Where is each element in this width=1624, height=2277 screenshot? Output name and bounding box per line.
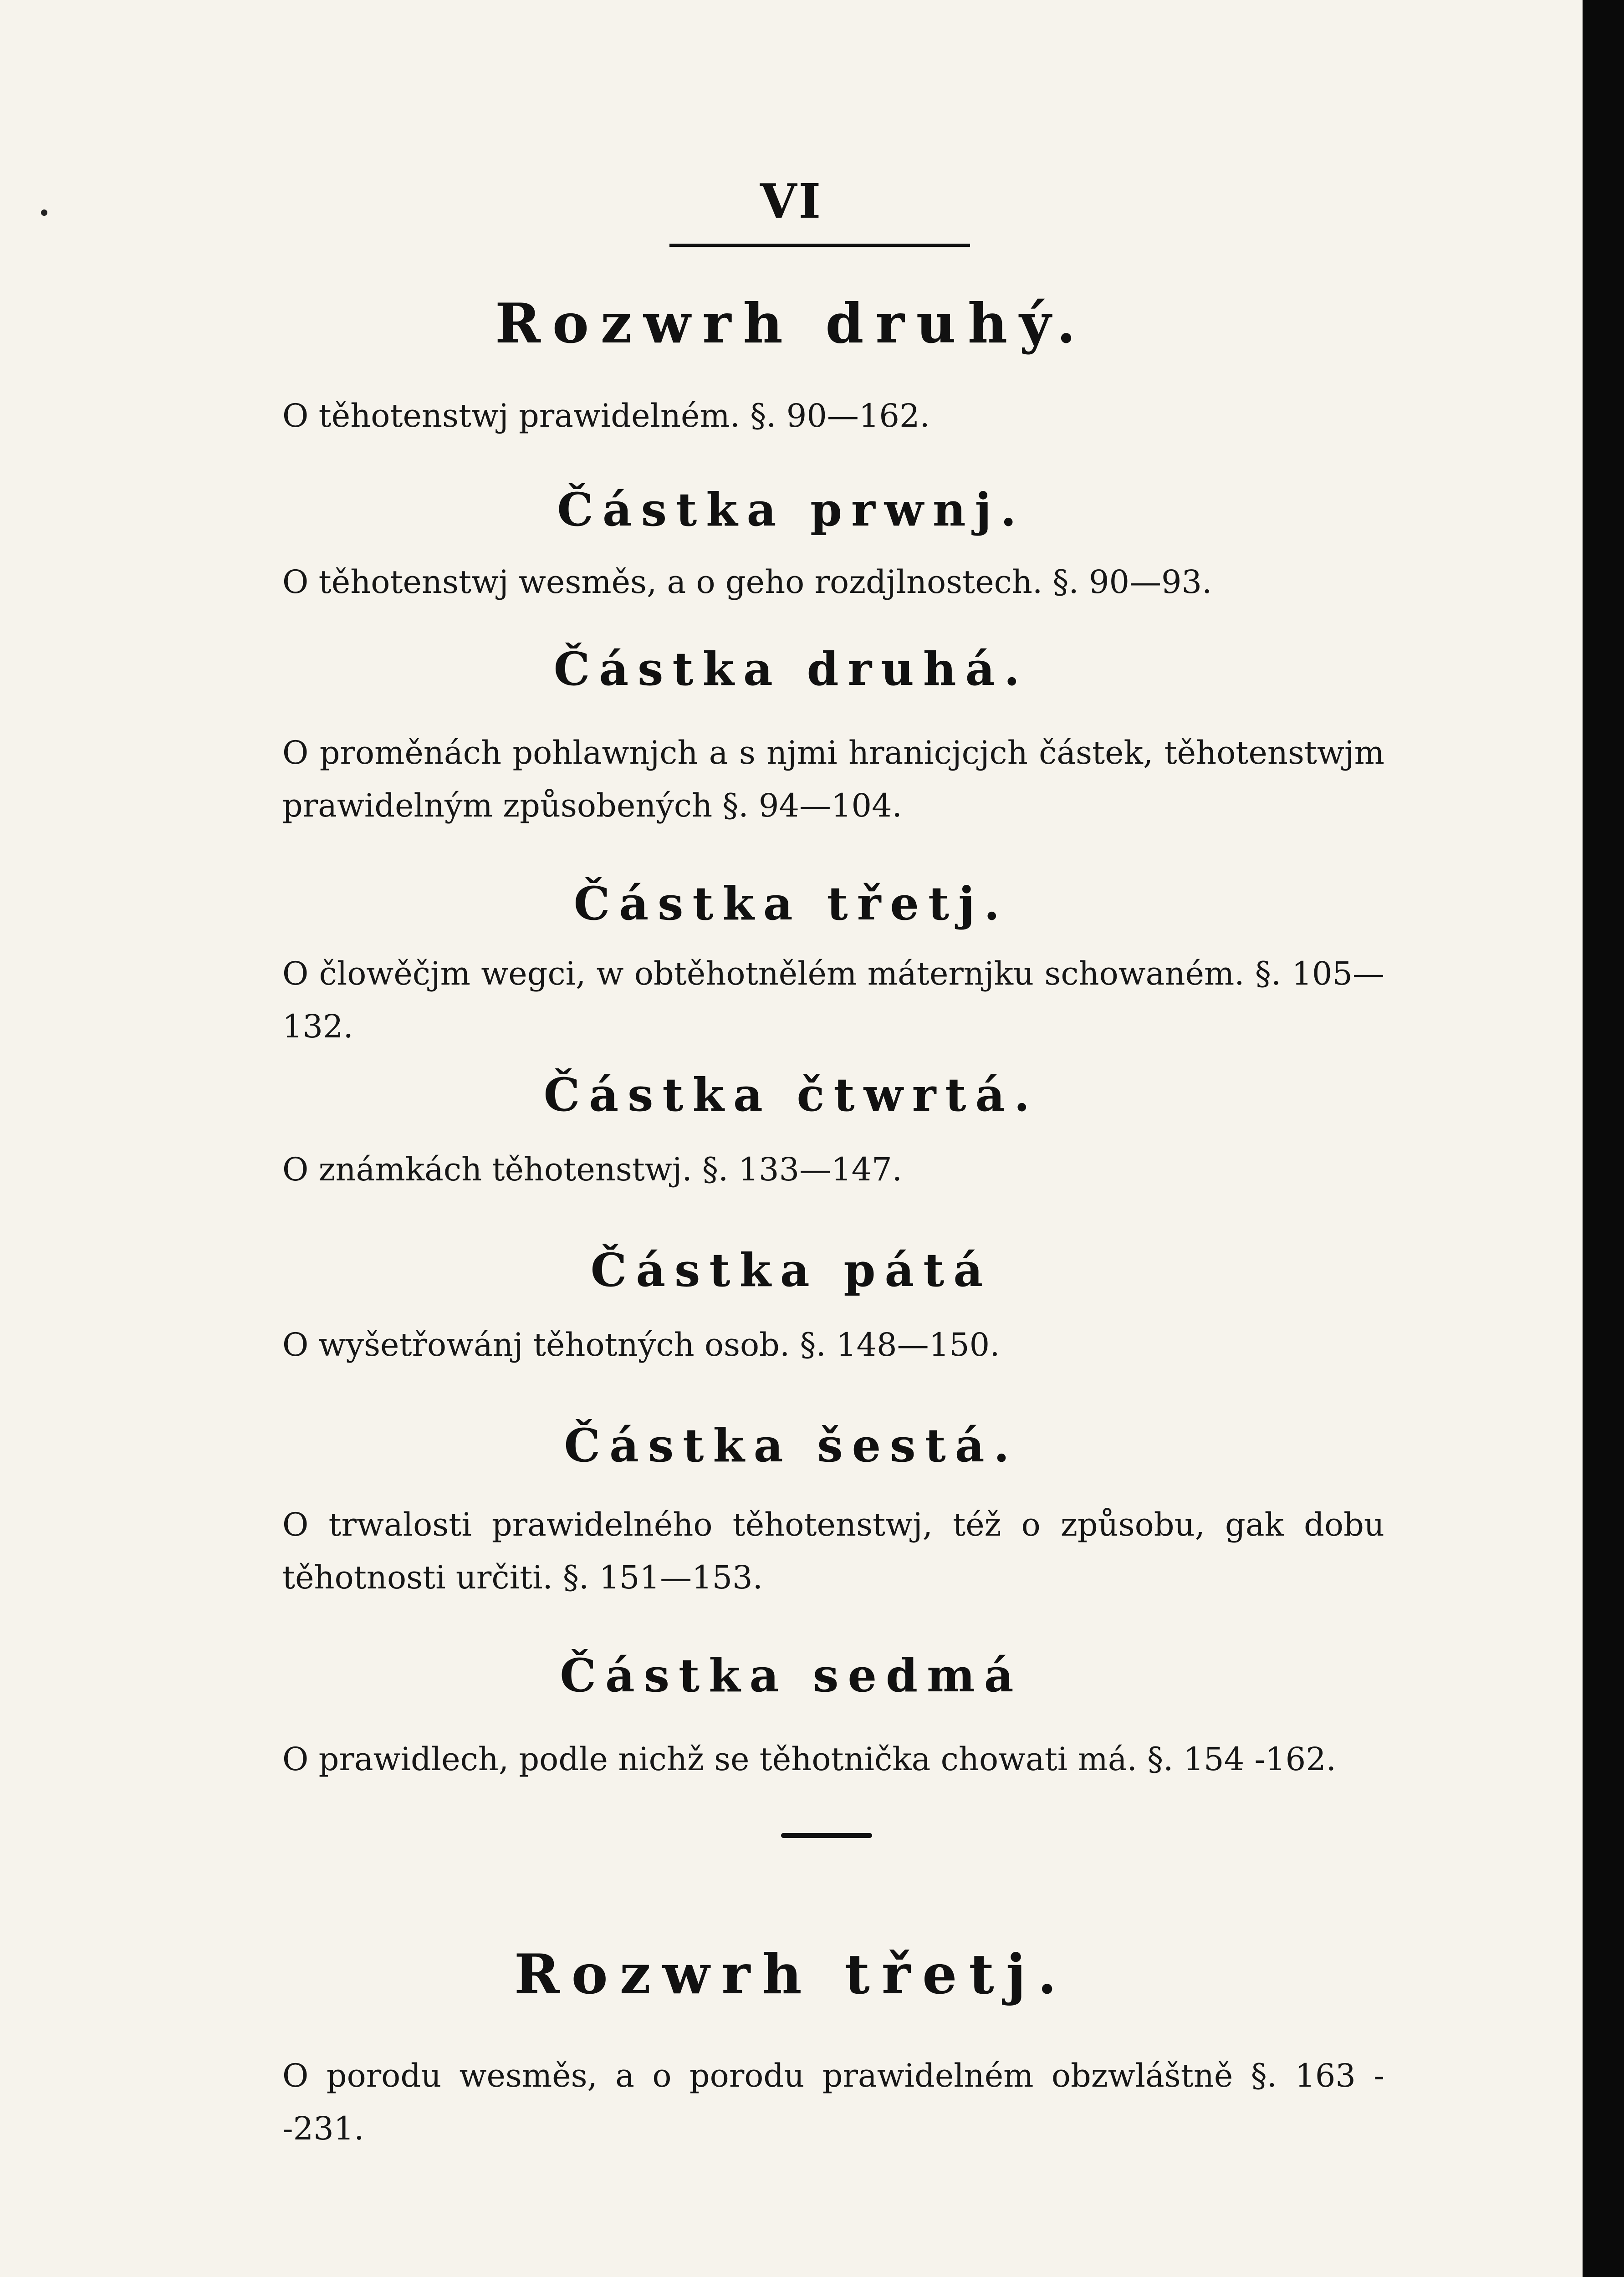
part-heading: Částka prwnj.: [557, 483, 1026, 536]
part-heading: Částka čtwrtá.: [543, 1068, 1039, 1122]
part-heading: Částka pátá: [590, 1243, 992, 1297]
header-rule: [669, 244, 970, 247]
section-separator: [781, 1833, 872, 1838]
part-heading: Částka druhá.: [553, 642, 1029, 696]
page-number: VI: [760, 173, 823, 229]
part-heading: Částka sedmá: [560, 1649, 1023, 1702]
part-text: O proměnách pohlawnjch a s njmi hranicjcjch částek, těhotenstwjm prawidelným způsobených §. 94—104.: [282, 734, 1384, 824]
part-text: O trwalosti prawidelného těhotenstwj, též o způsobu, gak dobu těhotnosti určiti. §. 151—153.: [282, 1506, 1384, 1596]
section-heading: Rozwrh druhý.: [495, 291, 1088, 356]
part-text: O člowěčjm wegci, w obtěhotnělém máternjku schowaném. §. 105—132.: [282, 955, 1384, 1045]
part-heading: Částka šestá.: [564, 1419, 1019, 1472]
part-text: O známkách těhotenstwj. §. 133—147.: [282, 1151, 902, 1188]
part-text: O prawidlech, podle nichž se těhotnička chowati má. §. 154 -162.: [282, 1741, 1336, 1778]
part-text: O wyšetřowánj těhotných osob. §. 148—150.: [282, 1326, 1000, 1363]
part-text: O těhotenstwj wesměs, a o geho rozdjlnostech. §. 90—93.: [282, 563, 1212, 601]
section-heading: Rozwrh třetj.: [514, 1942, 1069, 2006]
part-heading: Částka třetj.: [573, 877, 1009, 930]
scan-border: [1583, 0, 1624, 2277]
section-intro: O těhotenstwj prawidelném. §. 90—162.: [282, 397, 930, 434]
section-intro: O porodu wesměs, a o porodu prawidelném obzwláštně §. 163 --231.: [282, 2057, 1384, 2147]
